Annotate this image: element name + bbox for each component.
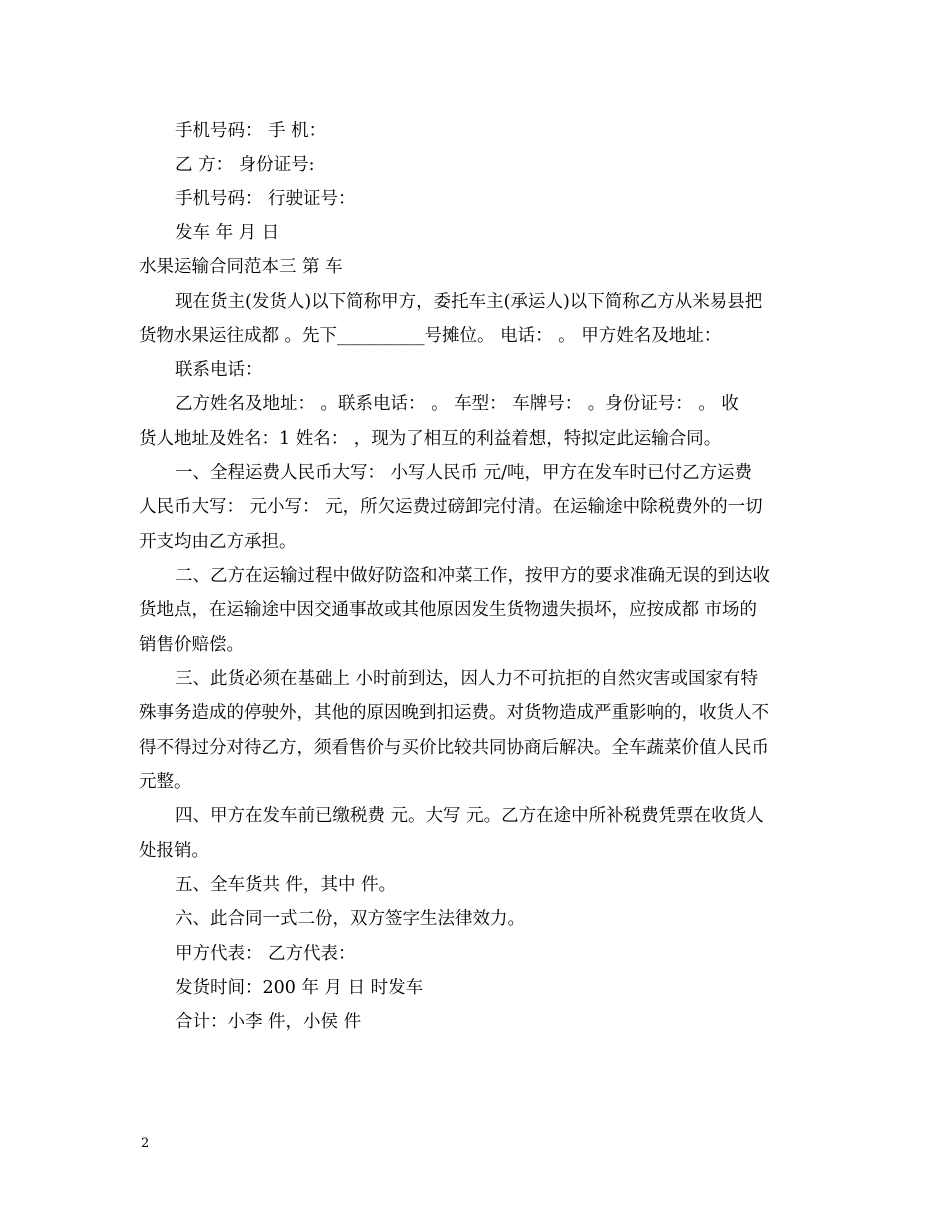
text-line-phone-license: 手机号码： 行驶证号： [175,189,356,209]
clause-four-line: 处报销。 [139,841,209,861]
paragraph-line: 联系电话： [175,360,263,380]
contract-title-line: 水果运输合同范本三 第 车 [139,257,343,277]
clause-one-line: 开支均由乙方承担。 [139,532,297,552]
paragraph-line: 现在货主(发货人)以下简称甲方，委托车主(承运人)以下简称乙方从米易县把 [175,292,763,312]
clause-six-line: 六、此合同一式二份，双方签字生法律效力。 [175,909,525,929]
signature-representatives-line: 甲方代表： 乙方代表： [175,944,356,964]
text-line-party-b-id: 乙 方： 身份证号: [175,155,315,175]
clause-two-line: 销售价赔偿。 [139,635,244,655]
text-line-departure-date: 发车 年 月 日 [175,223,280,243]
page-number: 2 [141,1136,150,1151]
clause-three-line: 三、此货必须在基础上 小时前到达，因人力不可抗拒的自然灾害或国家有特 [175,669,759,689]
paragraph-line: 乙方姓名及地址： 。联系电话： 。 车型： 车牌号： 。身份证号： 。 收 [175,394,739,414]
clause-one-line: 一、全程运费人民币大写： 小写人民币 元/吨，甲方在发车时已付乙方运费 [175,463,753,483]
paragraph-line: 货人地址及姓名：1 姓名： ，现为了相互的利益着想，特拟定此运输合同。 [139,429,722,449]
paragraph-line: 货物水果运往成都 。先下__________号摊位。 电话： 。 甲方姓名及地址： [139,326,722,346]
clause-one-line: 人民币大写： 元小写： 元，所欠运费过磅卸完付清。在运输途中除税费外的一切 [139,497,763,517]
clause-three-line: 元整。 [139,772,192,792]
clause-four-line: 四、甲方在发车前已缴税费 元。大写 元。乙方在途中所补税费凭票在收货人 [175,806,764,826]
clause-five-line: 五、全车货共 件，其中 件。 [175,875,397,895]
shipping-time-line: 发货时间：200 年 月 日 时发车 [175,978,424,998]
clause-two-line: 货地点，在运输途中因交通事故或其他原因发生货物遗失损坏，应按成都 市场的 [139,600,758,620]
total-count-line: 合计：小李 件，小侯 件 [175,1012,362,1032]
clause-three-line: 得不得过分对待乙方，须看售价与买价比较共同协商后解决。全车蔬菜价值人民币 [139,738,769,758]
clause-three-line: 殊事务造成的停驶外，其他的原因晚到扣运费。对货物造成严重影响的，收货人不 [139,703,769,723]
clause-two-line: 二、乙方在运输过程中做好防盗和冲菜工作，按甲方的要求准确无误的到达收 [175,566,770,586]
text-line-phone-mobile: 手机号码： 手 机： [175,121,327,141]
